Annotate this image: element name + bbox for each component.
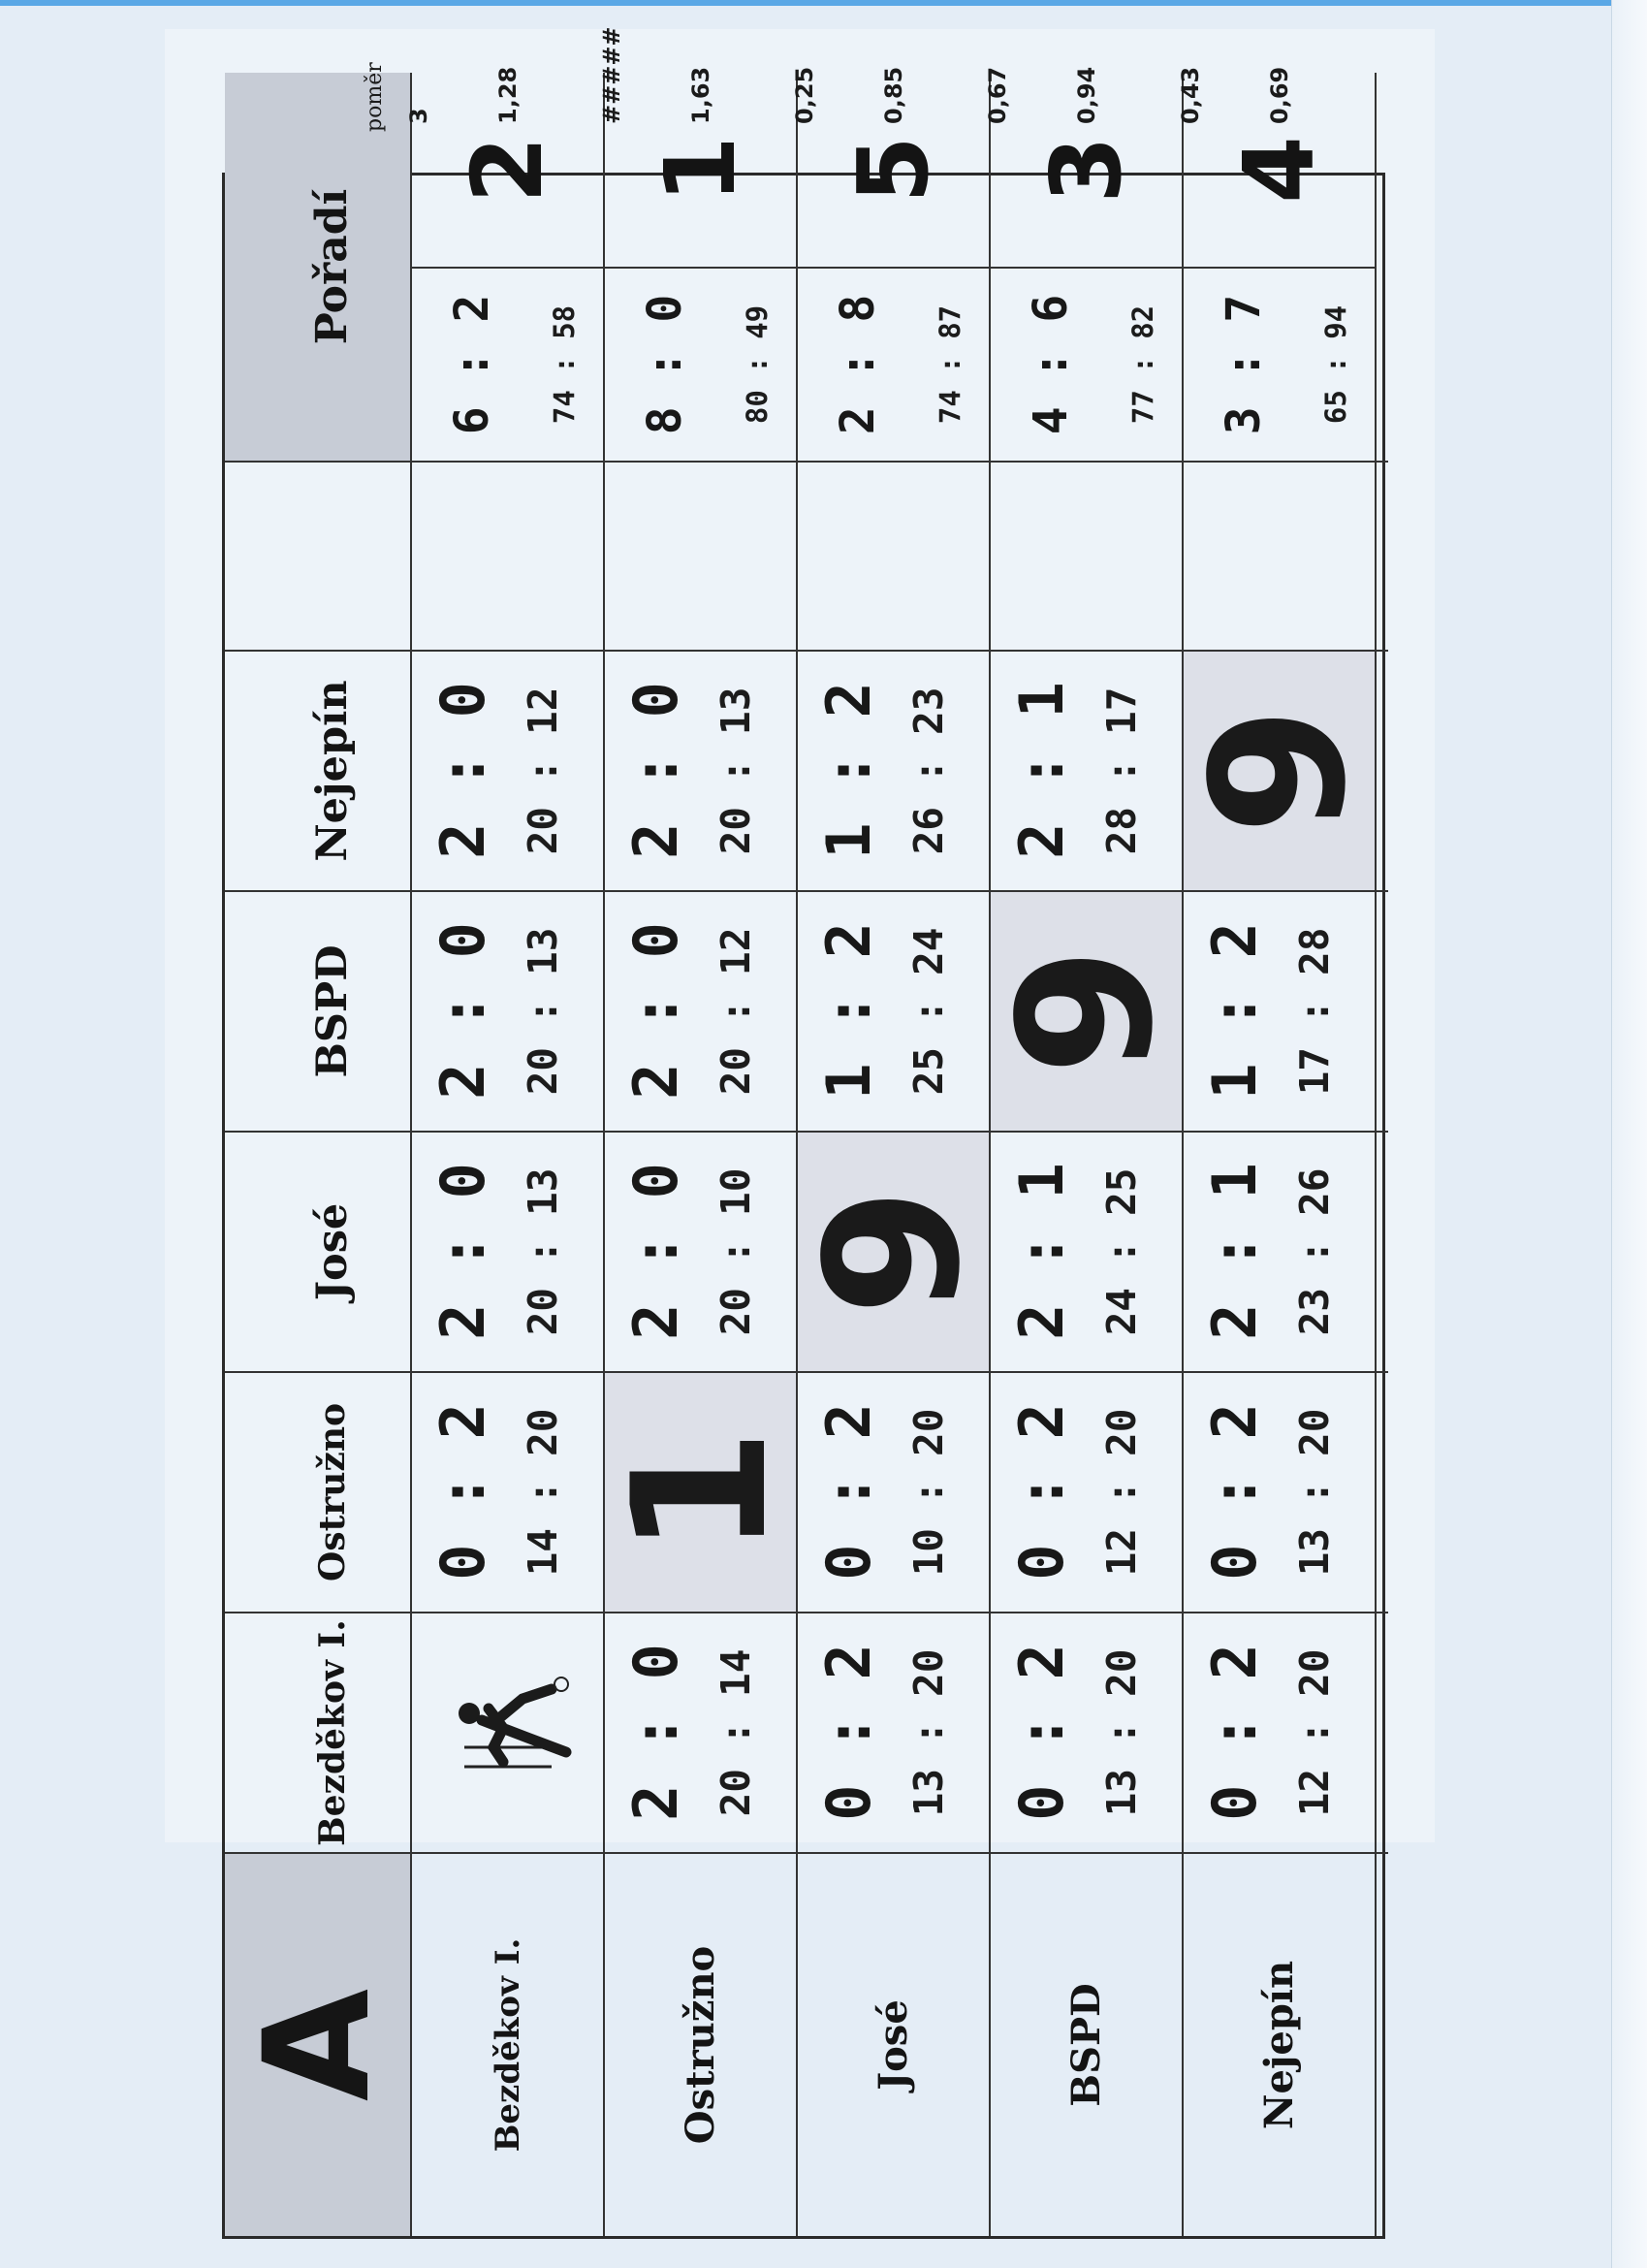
score-cell (991, 1131, 1184, 1371)
diagonal-cell (785, 1131, 1000, 1371)
group-letter: A (233, 1988, 402, 2102)
diagonal-number: 9 (785, 1187, 1000, 1317)
diagonal-cell (592, 1371, 808, 1612)
sets-score: 0 : 2 (1199, 1404, 1270, 1581)
table-bottom-strip (1377, 1612, 1388, 1852)
points-score: 14 : 20 (520, 1408, 566, 1577)
sets-score: 1 : 2 (813, 683, 884, 859)
sets-score: 0 : 2 (813, 1645, 884, 1821)
rank-number: 5 (837, 136, 950, 204)
ratio-value: 0,69 (1266, 66, 1293, 124)
score-cell (1184, 1131, 1377, 1371)
points-score: 25 : 24 (905, 927, 952, 1096)
score-cell (1184, 1612, 1377, 1852)
column-header-label: Ostružno (311, 1402, 353, 1582)
sets-score: 2 : 0 (428, 1164, 498, 1340)
logo-cell (412, 1612, 605, 1852)
ratio-header: poměr (363, 62, 387, 132)
ratio-value: 3 (405, 108, 432, 124)
points-score: 13 : 20 (905, 1648, 952, 1817)
diagonal-cell (1171, 650, 1386, 890)
table-bottom-strip (1377, 73, 1388, 461)
table-bottom-strip (1377, 890, 1388, 1131)
points-score: 12 : 20 (1098, 1408, 1145, 1577)
totals-sets: 8 : 0 (638, 294, 692, 435)
ratio-value: 0,43 (1177, 66, 1204, 124)
points-score: 20 : 14 (713, 1648, 759, 1817)
points-score: 20 : 12 (713, 927, 759, 1096)
totals-points: 74 : 87 (934, 304, 966, 425)
rank-number: 2 (451, 136, 564, 204)
results-table (222, 136, 1386, 2239)
points-score: 20 : 13 (713, 687, 759, 855)
sets-score: 0 : 2 (1006, 1645, 1077, 1821)
diagonal-number: 9 (1171, 706, 1386, 836)
blank-cell (412, 461, 605, 650)
rank-number: 3 (1029, 136, 1143, 204)
row-header-label: José (871, 1999, 916, 2091)
sets-score: 2 : 1 (1006, 1164, 1077, 1340)
totals-cell (991, 267, 1184, 461)
score-cell (605, 1131, 798, 1371)
blank-cell (991, 461, 1184, 650)
score-cell (605, 650, 798, 890)
paper-edge (1611, 0, 1647, 2268)
score-cell (798, 1371, 991, 1612)
column-header-label: José (307, 1202, 357, 1301)
sets-score: 2 : 0 (428, 923, 498, 1100)
totals-sets: 2 : 8 (831, 294, 885, 435)
score-cell (412, 1131, 605, 1371)
score-cell (798, 650, 991, 890)
column-header-4 (225, 890, 412, 1131)
sets-score: 1 : 2 (1199, 923, 1270, 1100)
score-cell (991, 650, 1184, 890)
score-cell (798, 890, 991, 1131)
table-bottom-strip (1377, 1371, 1388, 1612)
diagonal-number: 1 (592, 1427, 808, 1557)
sets-score: 0 : 2 (1199, 1645, 1270, 1821)
points-score: 13 : 20 (1098, 1648, 1145, 1817)
sets-score: 2 : 1 (1006, 683, 1077, 859)
score-cell (605, 890, 798, 1131)
totals-cell (605, 267, 798, 461)
points-score: 17 : 28 (1291, 927, 1338, 1096)
poradi-label: Pořadí (307, 188, 357, 345)
blank-cell (798, 461, 991, 650)
totals-points: 65 : 94 (1319, 304, 1352, 425)
row-header-4 (991, 1852, 1184, 2236)
points-score: 20 : 12 (520, 687, 566, 855)
row-header-label: BSPD (1063, 1983, 1109, 2107)
points-score: 26 : 23 (905, 687, 952, 855)
points-score: 24 : 25 (1098, 1167, 1145, 1336)
score-cell (1184, 1371, 1377, 1612)
score-cell (605, 1612, 798, 1852)
rank-number: 1 (644, 136, 757, 204)
score-cell (412, 650, 605, 890)
table-bottom-strip (1377, 1852, 1388, 2236)
blank-cell (605, 461, 798, 650)
points-score: 20 : 13 (520, 1167, 566, 1336)
row-header-2 (605, 1852, 798, 2236)
points-score: 13 : 20 (1291, 1408, 1338, 1577)
ratio-value: 1,63 (687, 66, 714, 124)
totals-points: 80 : 49 (741, 304, 774, 425)
points-score: 20 : 10 (713, 1167, 759, 1336)
points-score: 10 : 20 (905, 1408, 952, 1577)
row-header-label: Ostružno (678, 1945, 723, 2145)
points-score: 12 : 20 (1291, 1648, 1338, 1817)
sets-score: 2 : 0 (620, 683, 691, 859)
diagonal-cell (978, 890, 1193, 1131)
row-header-1 (412, 1852, 605, 2236)
sets-score: 2 : 1 (1199, 1164, 1270, 1340)
score-cell (991, 1612, 1184, 1852)
column-header-2 (225, 1371, 412, 1612)
ratio-value: 0,94 (1073, 66, 1100, 124)
totals-points: 74 : 58 (548, 304, 581, 425)
totals-points: 77 : 82 (1126, 304, 1159, 425)
sets-score: 2 : 0 (620, 923, 691, 1100)
sets-score: 2 : 0 (620, 1645, 691, 1821)
totals-sets: 4 : 6 (1024, 294, 1078, 435)
column-header-1 (225, 1612, 412, 1852)
totals-cell (798, 267, 991, 461)
score-cell (412, 890, 605, 1131)
sets-score: 0 : 2 (813, 1404, 884, 1581)
points-score: 20 : 13 (520, 927, 566, 1096)
sets-score: 0 : 2 (428, 1404, 498, 1581)
group-corner (225, 1852, 412, 2236)
score-cell (798, 1612, 991, 1852)
column-header-5 (225, 650, 412, 890)
sets-score: 1 : 2 (813, 923, 884, 1100)
row-header-3 (798, 1852, 991, 2236)
sets-score: 2 : 0 (620, 1164, 691, 1340)
table-bottom-strip (1377, 1131, 1388, 1371)
points-score: 23 : 26 (1291, 1167, 1338, 1336)
volleyball-player-icon (435, 1660, 581, 1805)
row-header-label: Nejepín (1256, 1960, 1302, 2130)
totals-cell (1184, 267, 1377, 461)
row-header-label: Bezděkov I. (488, 1937, 527, 2153)
totals-cell (412, 267, 605, 461)
diagonal-number: 9 (978, 946, 1193, 1076)
blank-cell (1184, 461, 1377, 650)
ratio-value: 0,67 (984, 66, 1011, 124)
ratio-value: 1,28 (494, 66, 522, 124)
column-header-label: Bezděkov I. (311, 1619, 353, 1846)
table-bottom-strip (1377, 461, 1388, 650)
column-header-3 (225, 1131, 412, 1371)
rank-number: 4 (1222, 136, 1336, 204)
column-header-blank (225, 461, 412, 650)
totals-sets: 3 : 7 (1217, 294, 1271, 435)
table-bottom-strip (1377, 650, 1388, 890)
score-cell (1184, 890, 1377, 1131)
top-stripe (0, 0, 1647, 6)
results-table-rotated (222, 26, 1386, 2239)
ratio-value: 0,85 (880, 66, 907, 124)
row-header-5 (1184, 1852, 1377, 2236)
column-header-label: Nejepín (307, 680, 357, 862)
score-cell (991, 1371, 1184, 1612)
column-header-label: BSPD (307, 944, 357, 1078)
totals-sets: 6 : 2 (445, 294, 499, 435)
points-score: 28 : 17 (1098, 687, 1145, 855)
score-cell (412, 1371, 605, 1612)
sets-score: 0 : 2 (1006, 1404, 1077, 1581)
sets-score: 2 : 0 (428, 683, 498, 859)
ratio-value: 0,25 (791, 66, 818, 124)
ratio-value: ##### (598, 26, 625, 124)
